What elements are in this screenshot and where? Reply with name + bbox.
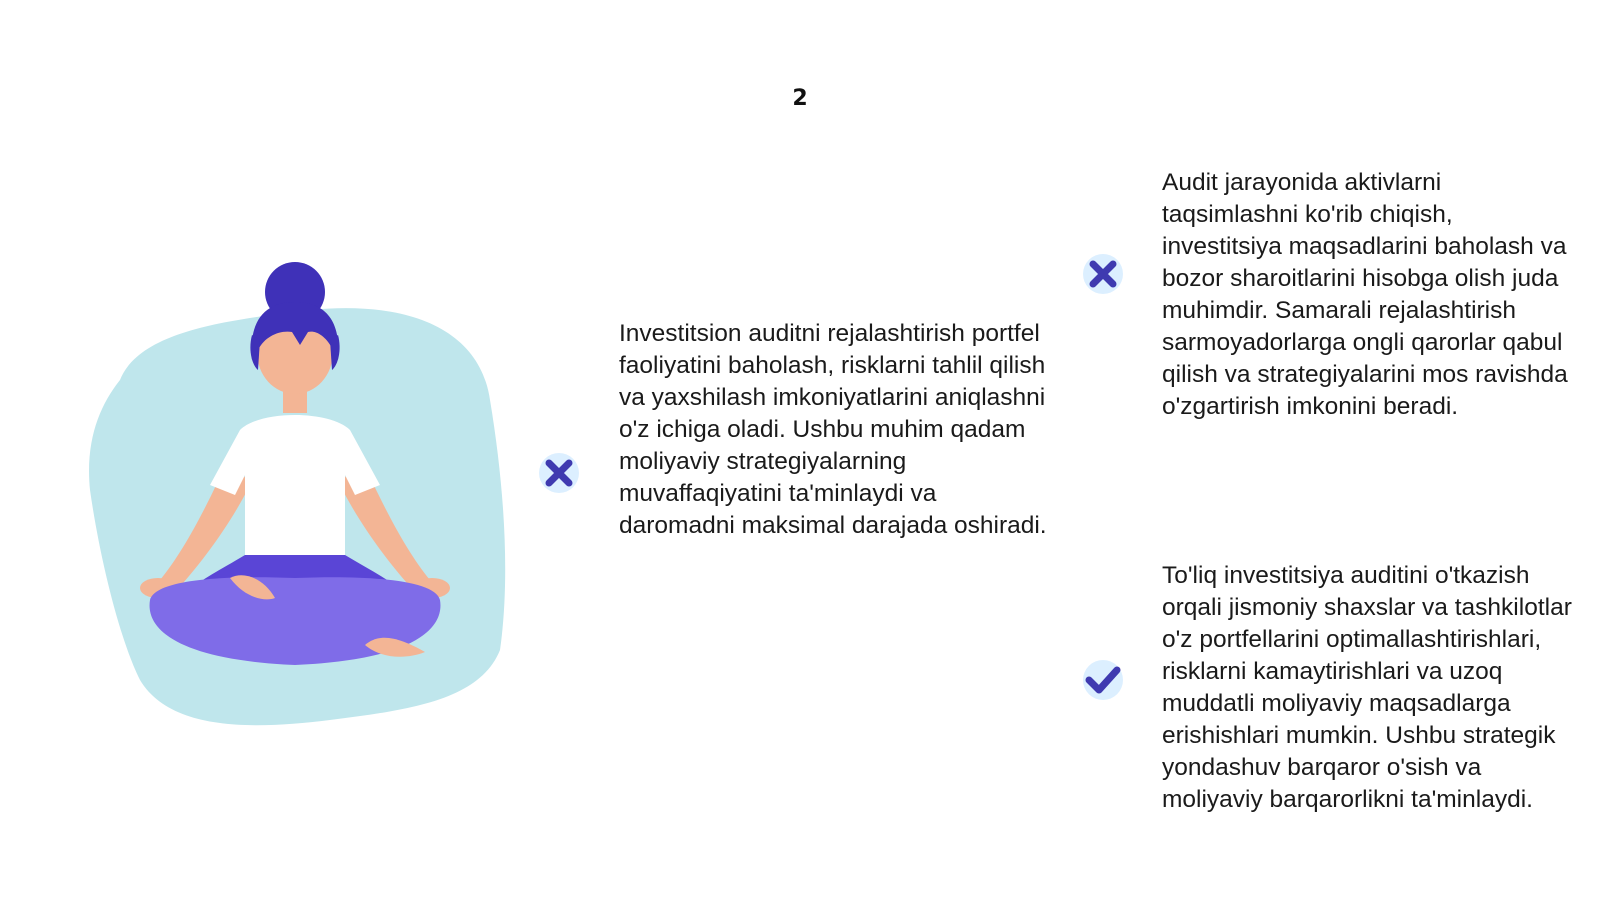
text-block-audit-process: Audit jarayonida aktivlarni taqsimlashni ko'rib chiqish, investitsiya maqsadlarini baholash va bozor sharoitlarini hisobga olish juda muhimdir. Samarali rejalashtirish sarmoyadorlarga ongli qarorlar qabul qilish va strategiyalarini mos ravishda o'zgartirish imkonini beradi. — [1162, 169, 1568, 420]
x-mark-icon — [1081, 252, 1125, 296]
meditating-woman-illustration — [80, 260, 520, 740]
page-number: 2 — [792, 86, 808, 111]
check-mark-icon — [1081, 658, 1125, 702]
text-block-planning: Investitsion auditni rejalashtirish portfel faoliyatini baholash, risklarni tahlil qilish va yaxshilash imkoniyatlarini aniqlashni o'z ichiga oladi. Ushbu muhim qadam moliyaviy strategiyalarning muvaffaqiyatini ta'minlaydi va daromadni maksimal darajada oshiradi. — [619, 320, 1047, 539]
text-block-full-audit: To'liq investitsiya auditini o'tkazish orqali jismoniy shaxslar va tashkilotlar o'z portfellarini optimallashtirishlari, risklarni kamaytirishlari va uzoq muddatli moliyaviy maqsadlarga erishishlari mumkin. Ushbu strategik yondashuv barqaror o'sish va moliyaviy barqarorlikni ta'minlaydi. — [1162, 562, 1572, 813]
x-mark-icon — [537, 451, 581, 495]
